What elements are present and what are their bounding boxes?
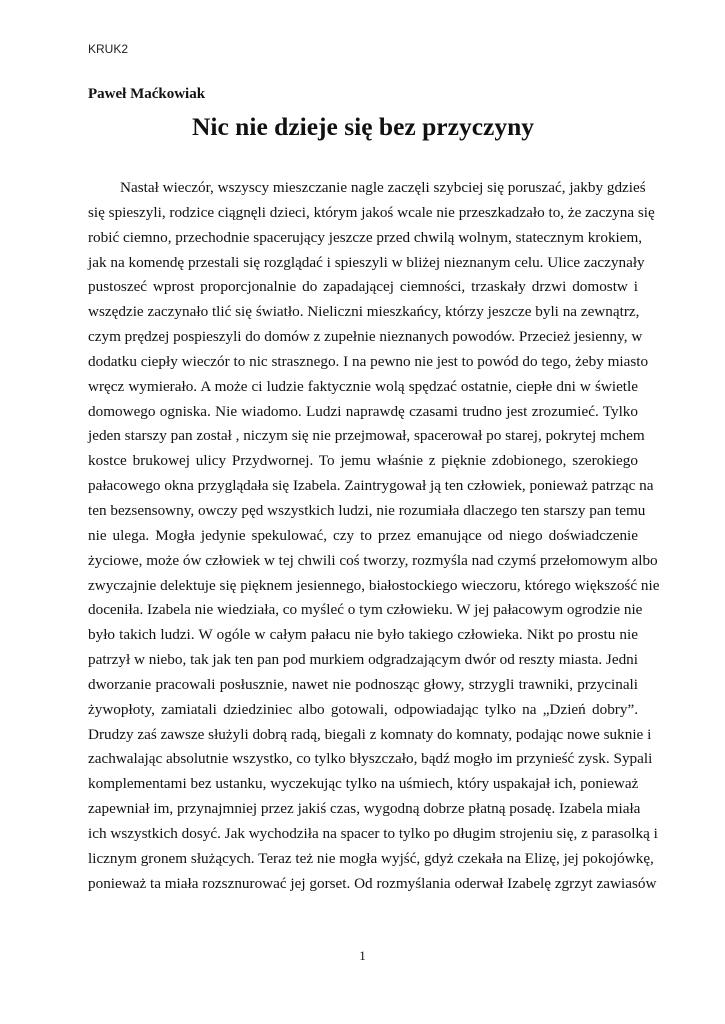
text-line: zapewniał im, przynajmniej przez jakiś czas, wygodną dobrze płatną posadę. Izabela miała	[88, 800, 641, 818]
text-line: ponieważ ta miała rozsznurować jej gorset. Od rozmyślania oderwał Izabelę zgrzyt zawiasów	[88, 874, 657, 892]
running-header: KRUK2	[88, 42, 129, 56]
text-line: domowego ogniska. Nie wiadomo. Ludzi naprawdę czasami trudno jest zrozumieć. Tylko	[88, 402, 638, 420]
text-line: dodatku ciepły wieczór to nic strasznego. I na pewno nie jest to powód do tego, żeby miasto	[88, 352, 649, 370]
author-name: Paweł Maćkowiak	[88, 86, 206, 102]
text-line: nie ulega. Mogła jedynie spekulować, czy to przez emanujące od niego doświadczenie	[88, 526, 638, 544]
text-line: kostce brukowej ulicy Przydwornej. To jemu właśnie z pięknie zdobionego, szerokiego	[88, 452, 638, 470]
document-title: Nic nie dzieje się bez przyczyny	[191, 112, 535, 141]
text-line: zwyczajnie delektuje się pięknem jesiennego, białostockiego wieczoru, którego większość nie	[88, 576, 660, 594]
text-line: zachwalając absolutnie wszystko, co tylko błyszczało, bądź mogło im przynieść zysk. Sypali	[88, 750, 653, 768]
text-line: było takich ludzi. W ogóle w całym pałacu nie było takiego człowieka. Nikt po prostu nie	[88, 626, 638, 644]
text-line: się spieszyli, rodzice ciągnęli dzieci, którym jakoś wcale nie przeszkadzało to, że zaczyna się	[88, 203, 655, 221]
text-line: robić ciemno, przechodnie spacerujący jeszcze przed chwilą wolnym, statecznym krokiem,	[88, 228, 643, 246]
text-line: dworzanie pracowali posłusznie, nawet nie podnosząc głowy, strzygli trawniki, przycinali	[88, 675, 638, 693]
text-line: wręcz wymierało. A może ci ludzie faktycznie wolą spędzać ostatnie, ciepłe dni w świetle	[88, 377, 638, 395]
text-line: Drudzy zaś zawsze służyli dobrą radą, biegali z komnaty do komnaty, podając nowe suknie i	[88, 725, 652, 743]
text-line: doceniła. Izabela nie wiedziała, co myśleć o tym człowieku. W jej pałacowym ogrodzie nie	[88, 601, 643, 619]
text-line: Nastał wieczór, wszyscy mieszczanie nagle zaczęli szybciej się poruszać, jakby gdzieś	[120, 179, 646, 196]
text-line: żywopłoty, zamiatali dziedziniec albo gotowali, odpowiadając tylko na „Dzień dobry”.	[88, 700, 638, 718]
text-line: wszędzie zaczynało tlić się światło. Nieliczni mieszkańcy, którzy jeszcze byli na zewnątrz,	[88, 303, 640, 321]
text-line: pustoszeć wprost proporcjonalnie do zapadającej ciemności, trzaskały drzwi domostw i	[88, 278, 638, 296]
text-line: ich wszystkich dosyć. Jak wychodziła na spacer to tylko po długim strojeniu się, z parasolką i	[88, 824, 658, 842]
text-line: jeden starszy pan został , niczym się nie przejmował, spacerował po starej, pokrytej mchem	[88, 427, 645, 445]
text-line: jak na komendę przestali się rozglądać i spieszyli w bliżej nieznanym celu. Ulice zaczynały	[88, 253, 645, 271]
text-line: życiowe, może ów człowiek w tej chwili coś tworzy, rozmyśla nad czymś przełomowym albo	[88, 551, 658, 569]
text-line: licznym gronem służących. Teraz też nie mogła wyjść, gdyż czekała na Elizę, jej pokojówkę,	[88, 849, 654, 867]
page-number: 1	[359, 948, 366, 963]
text-line: patrzył w niebo, tak jak ten pan pod murkiem odgradzającym dwór od reszty miasta. Jedni	[88, 651, 638, 669]
text-line: czym prędzej pospieszyli do domów z zupełnie nieznanych powodów. Przecież jesienny, w	[88, 328, 643, 346]
body-paragraph	[88, 176, 660, 896]
text-line: ten bezsensowny, owczy pęd wszystkich ludzi, nie rozumiała dlaczego ten starszy pan temu	[88, 501, 646, 519]
text-line: komplementami bez ustanku, wyczekując tylko na uśmiech, który uspakajał ich, ponieważ	[88, 775, 639, 793]
text-line: pałacowego okna przyglądała się Izabela. Zaintrygował ją ten człowiek, ponieważ patrząc na	[88, 477, 654, 495]
